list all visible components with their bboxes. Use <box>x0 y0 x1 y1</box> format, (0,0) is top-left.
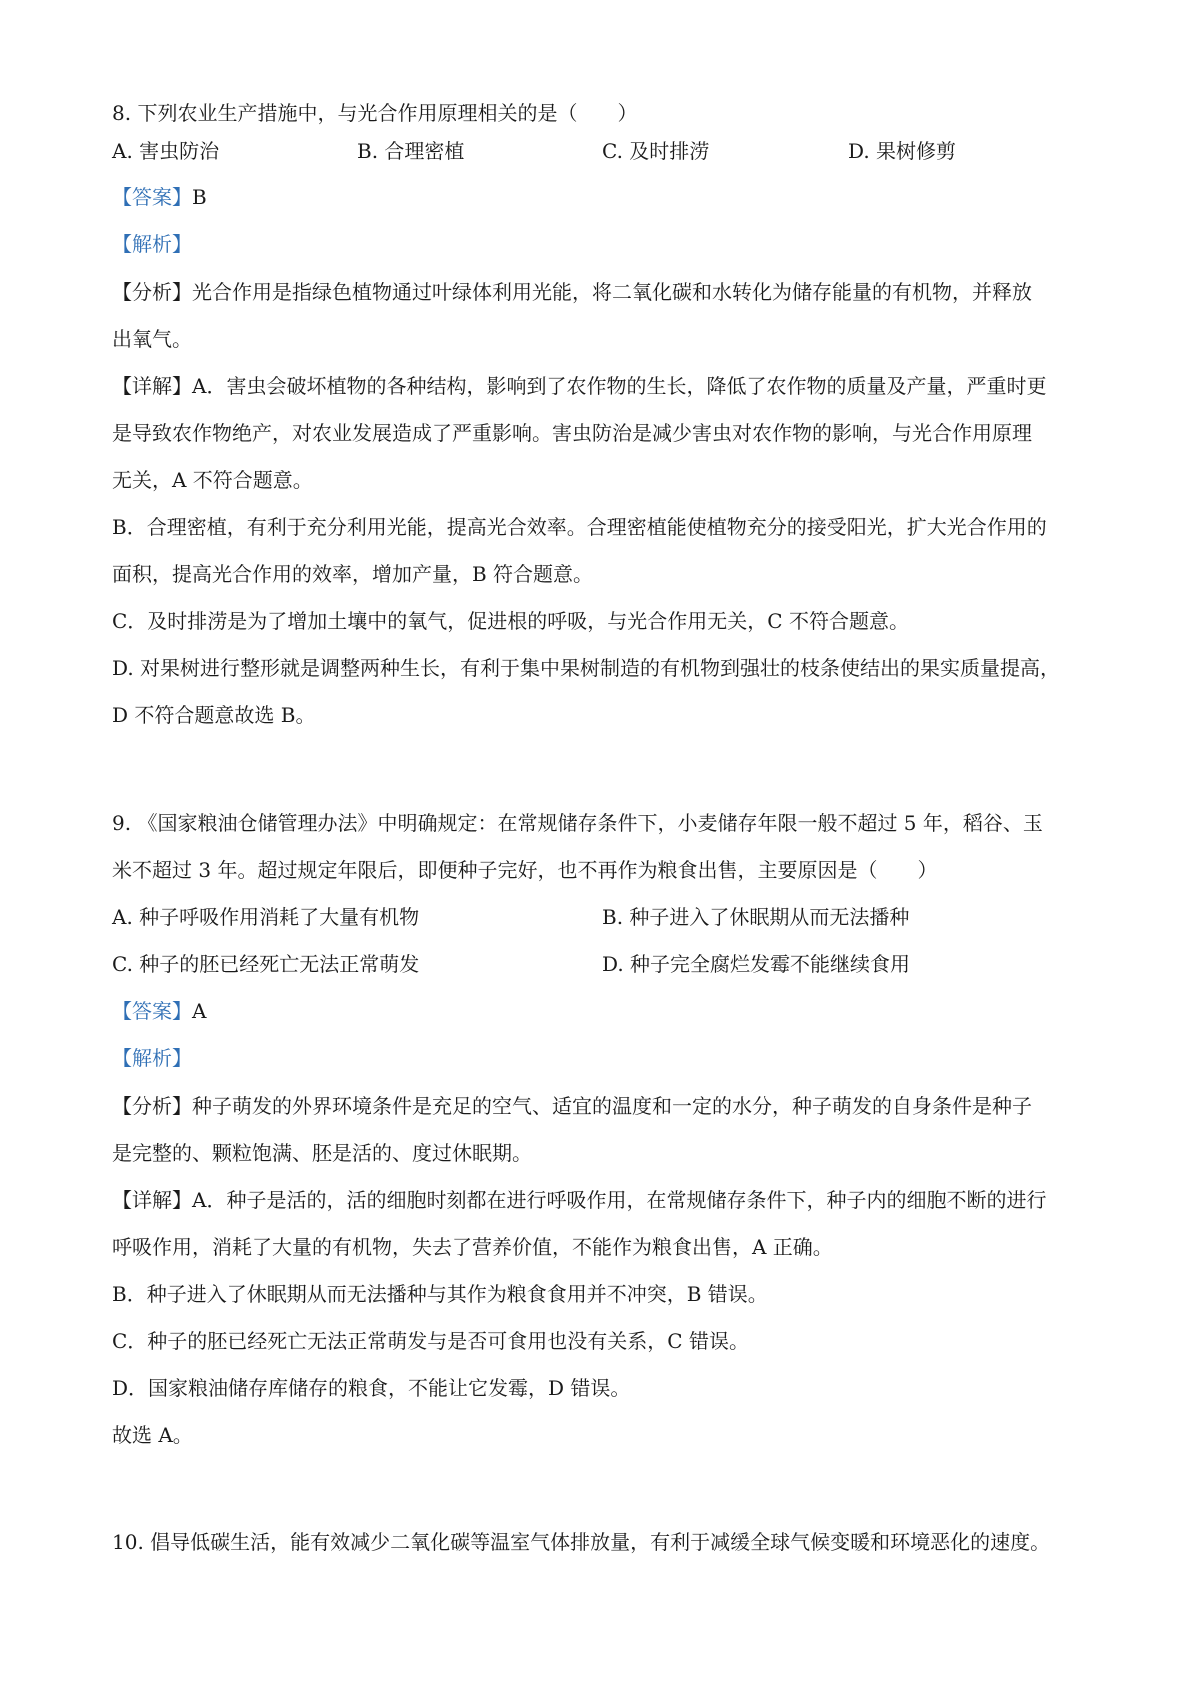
fenxi-tag: 【分析】 <box>112 280 192 304</box>
q8-option-b: B. 合理密植 <box>357 139 465 163</box>
q8-xiangjie-line-1 <box>112 372 1102 400</box>
xiangjie-tag: 【详解】 <box>112 374 192 398</box>
q9-xiangjie-line-1 <box>112 1186 1102 1214</box>
q9-xiangjie-line-4: C．种子的胚已经死亡无法正常萌发与是否可食用也没有关系，C 错误。 <box>112 1329 749 1353</box>
q8-option-a: A. 害虫防治 <box>112 139 220 163</box>
fenxi-text: 种子萌发的外界环境条件是充足的空气、适宜的温度和一定的水分，种子萌发的自身条件是种子 <box>192 1094 1032 1118</box>
q9-xiangjie-line-5: D．国家粮油储存库储存的粮食，不能让它发霉，D 错误。 <box>112 1376 631 1400</box>
analysis-tag: 【解析】 <box>112 232 192 256</box>
answer-value: B <box>192 185 207 209</box>
q9-answer <box>112 997 1102 1025</box>
q8-answer <box>112 183 1102 211</box>
q9-option-a: A. 种子呼吸作用消耗了大量有机物 <box>112 905 420 929</box>
q9-option-b: B. 种子进入了休眠期从而无法播种 <box>602 905 910 929</box>
q8-option-d: D. 果树修剪 <box>848 139 957 163</box>
q8-stem: 8. 下列农业生产措施中，与光合作用原理相关的是（ ） <box>112 101 638 125</box>
q8-xiangjie-line-7: D. 对果树进行整形就是调整两种生长，有利于集中果树制造的有机物到强壮的枝条使结出的果实质量提高， <box>112 656 1061 680</box>
answer-value: A <box>192 999 207 1023</box>
q9-stem-line-1: 9. 《国家粮油仓储管理办法》中明确规定：在常规储存条件下，小麦储存年限一般不超过 5 年，稻谷、玉 <box>112 811 1043 835</box>
q10-stem-line-1: 10. 倡导低碳生活，能有效减少二氧化碳等温室气体排放量，有利于减缓全球气候变暖和环境恶化的速度。 <box>112 1530 1051 1554</box>
q9-xiangjie-line-6: 故选 A。 <box>112 1423 193 1447</box>
fenxi-text: 光合作用是指绿色植物通过叶绿体利用光能，将二氧化碳和水转化为储存能量的有机物，并释放 <box>192 280 1032 304</box>
xiangjie-text: A．种子是活的，活的细胞时刻都在进行呼吸作用，在常规储存条件下，种子内的细胞不断的进行 <box>192 1188 1047 1212</box>
xiangjie-text: A．害虫会破坏植物的各种结构，影响到了农作物的生长，降低了农作物的质量及产量，严重时更 <box>192 374 1047 398</box>
q8-xiangjie-line-2: 是导致农作物绝产，对农业发展造成了严重影响。害虫防治是减少害虫对农作物的影响，与光合作用原理 <box>112 421 1032 445</box>
analysis-tag: 【解析】 <box>112 1046 192 1070</box>
fenxi-tag: 【分析】 <box>112 1094 192 1118</box>
answer-tag: 【答案】 <box>112 185 192 209</box>
answer-tag: 【答案】 <box>112 999 192 1023</box>
q9-xiangjie-line-3: B．种子进入了休眠期从而无法播种与其作为粮食食用并不冲突，B 错误。 <box>112 1282 768 1306</box>
q8-xiangjie-line-8: D 不符合题意故选 B。 <box>112 703 316 727</box>
q8-fenxi-line-2: 出氧气。 <box>112 327 192 351</box>
q9-option-d: D. 种子完全腐烂发霉不能继续食用 <box>602 952 911 976</box>
xiangjie-tag: 【详解】 <box>112 1188 192 1212</box>
q8-xiangjie-line-3: 无关，A 不符合题意。 <box>112 468 313 492</box>
q8-xiangjie-line-4: B．合理密植，有利于充分利用光能，提高光合效率。合理密植能使植物充分的接受阳光，扩大光合作用的 <box>112 515 1047 539</box>
q8-xiangjie-line-6: C．及时排涝是为了增加土壤中的氧气，促进根的呼吸，与光合作用无关，C 不符合题意。 <box>112 609 909 633</box>
q9-option-c: C. 种子的胚已经死亡无法正常萌发 <box>112 952 420 976</box>
q8-option-c: C. 及时排涝 <box>602 139 710 163</box>
q8-analysis-tag <box>112 230 1102 258</box>
q9-stem-line-2: 米不超过 3 年。超过规定年限后，即便种子完好，也不再作为粮食出售，主要原因是（ ） <box>112 858 938 882</box>
q8-xiangjie-line-5: 面积，提高光合作用的效率，增加产量，B 符合题意。 <box>112 562 594 586</box>
q8-fenxi-line-1 <box>112 278 1102 306</box>
q9-fenxi-line-1 <box>112 1092 1102 1120</box>
q9-analysis-tag <box>112 1044 1102 1072</box>
q9-fenxi-line-2: 是完整的、颗粒饱满、胚是活的、度过休眠期。 <box>112 1141 532 1165</box>
q9-xiangjie-line-2: 呼吸作用，消耗了大量的有机物，失去了营养价值，不能作为粮食出售，A 正确。 <box>112 1235 833 1259</box>
